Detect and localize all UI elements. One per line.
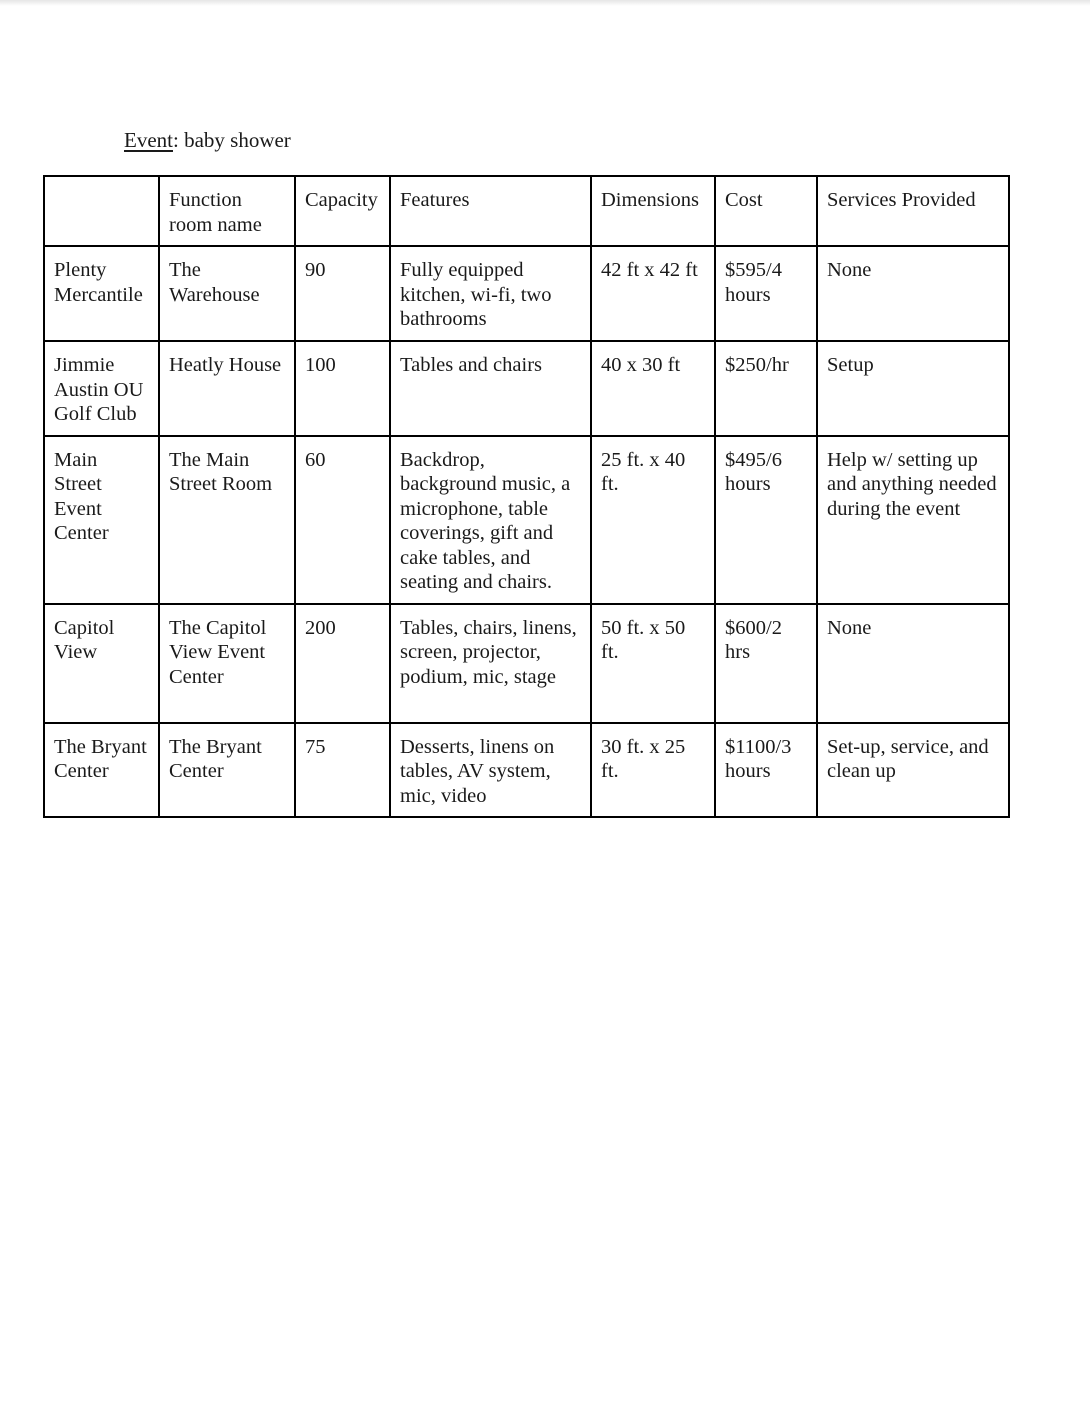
cell-capacity: 100	[295, 341, 390, 436]
cell-cost: $250/hr	[715, 341, 817, 436]
cell-features: Desserts, linens on tables, AV system, mic, video	[390, 723, 591, 818]
header-cell-services-provided: Services Provided	[817, 176, 1009, 246]
cell-services-provided: Set-up, service, and clean up	[817, 723, 1009, 818]
table-row	[44, 246, 1009, 341]
cell-cost: $495/6 hours	[715, 436, 817, 604]
venue-comparison-table	[43, 175, 1010, 818]
event-separator: :	[172, 128, 185, 152]
cell-function-room-name: The Capitol View Event Center	[159, 604, 295, 723]
cell-features: Tables and chairs	[390, 341, 591, 436]
cell-dimensions: 40 x 30 ft	[591, 341, 715, 436]
table-row	[44, 723, 1009, 818]
header-cell-capacity: Capacity	[295, 176, 390, 246]
cell-features: Tables, chairs, linens, screen, projector, podium, mic, stage	[390, 604, 591, 723]
cell-services-provided: Setup	[817, 341, 1009, 436]
cell-services-provided: None	[817, 246, 1009, 341]
cell-function-room-name: The Main Street Room	[159, 436, 295, 604]
header-cell-cost: Cost	[715, 176, 817, 246]
cell-services-provided: Help w/ setting up and anything needed during the event	[817, 436, 1009, 604]
cell-features: Backdrop, background music, a microphone, table coverings, gift and cake tables, and seating and chairs.	[390, 436, 591, 604]
cell-venue: The Bryant Center	[44, 723, 159, 818]
event-value: baby shower	[184, 128, 291, 152]
cell-dimensions: 30 ft. x 25 ft.	[591, 723, 715, 818]
cell-dimensions: 42 ft x 42 ft	[591, 246, 715, 341]
cell-venue: Main Street Event Center	[44, 436, 159, 604]
cell-capacity: 60	[295, 436, 390, 604]
cell-capacity: 90	[295, 246, 390, 341]
table-row	[44, 604, 1009, 723]
cell-capacity: 75	[295, 723, 390, 818]
cell-services-provided: None	[817, 604, 1009, 723]
cell-dimensions: 50 ft. x 50 ft.	[591, 604, 715, 723]
cell-venue: Jimmie Austin OU Golf Club	[44, 341, 159, 436]
header-cell-function-room-name: Function room name	[159, 176, 295, 246]
table-row	[44, 436, 1009, 604]
cell-venue: Capitol View	[44, 604, 159, 723]
table-header-row	[44, 176, 1009, 246]
cell-venue: Plenty Mercantile	[44, 246, 159, 341]
cell-function-room-name: The Bryant Center	[159, 723, 295, 818]
cell-cost: $595/4 hours	[715, 246, 817, 341]
event-label: Event	[124, 128, 173, 152]
header-cell-dimensions: Dimensions	[591, 176, 715, 246]
cell-cost: $600/2 hrs	[715, 604, 817, 723]
header-cell-venue	[44, 176, 159, 246]
cell-function-room-name: The Warehouse	[159, 246, 295, 341]
cell-features: Fully equipped kitchen, wi-fi, two bathrooms	[390, 246, 591, 341]
cell-function-room-name: Heatly House	[159, 341, 295, 436]
cell-capacity: 200	[295, 604, 390, 723]
event-heading	[124, 126, 291, 154]
page-top-edge	[0, 0, 1090, 6]
cell-dimensions: 25 ft. x 40 ft.	[591, 436, 715, 604]
header-cell-features: Features	[390, 176, 591, 246]
cell-cost: $1100/3 hours	[715, 723, 817, 818]
table-row	[44, 341, 1009, 436]
